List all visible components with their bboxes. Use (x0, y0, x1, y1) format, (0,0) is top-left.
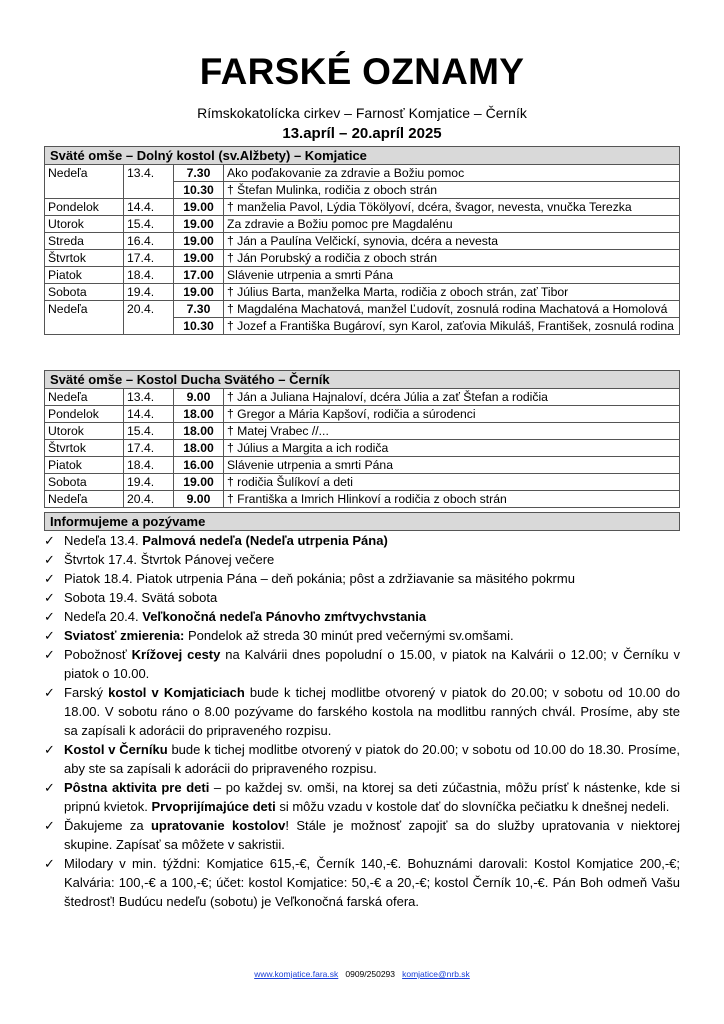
item-text: ! Stále je možnosť zapojiť sa do služby upratovania v niektorej skupine. Zapísať sa môžete v sakristii. (64, 818, 680, 852)
table-row (45, 250, 680, 267)
intention-cell: † Július Barta, manželka Marta, rodičia z oboch strán, zať Tibor (224, 284, 680, 301)
date-cell: 16.4. (124, 233, 174, 250)
time-cell: 19.00 (174, 474, 224, 491)
time-cell: 18.00 (174, 406, 224, 423)
table-row (45, 165, 680, 182)
item-text: bude k tichej modlitbe otvorený v piatok do 20.00; v sobotu od 10.00 do 18.30. Prosíme, aby ste sa zapísali k adorácii do pripraveného rozpisu. (64, 742, 680, 776)
page-title: FARSKÉ OZNAMY (199, 51, 525, 92)
day-cell: Nedeľa (45, 301, 124, 335)
table-row (45, 474, 680, 491)
day-cell: Štvrtok (45, 250, 124, 267)
bold-text: upratovanie kostolov (150, 818, 286, 833)
time-cell: 19.00 (174, 233, 224, 250)
date-cell: 14.4. (124, 199, 174, 216)
page-subtitle: Rímskokatolícka cirkev – Farnosť Komjatice – Černík (197, 105, 527, 121)
time-cell: 9.00 (174, 491, 224, 508)
checkmark-icon: ✓ (44, 780, 55, 795)
item-text: Sobota 19.4. Svätá sobota (64, 590, 218, 605)
day-cell: Utorok (45, 423, 124, 440)
table-row (45, 389, 680, 406)
table-row (45, 216, 680, 233)
table-row (45, 440, 680, 457)
date-cell: 20.4. (124, 301, 174, 335)
day-cell: Sobota (45, 474, 124, 491)
day-cell: Sobota (45, 284, 124, 301)
time-cell: 10.30 (174, 318, 224, 335)
table-row (45, 406, 680, 423)
item-text: Pobožnosť (64, 647, 132, 662)
day-cell: Streda (45, 233, 124, 250)
checkmark-icon: ✓ (44, 647, 55, 662)
bold-text: Pôstna aktivita pre deti (64, 780, 210, 795)
time-cell: 19.00 (174, 216, 224, 233)
date-cell: 18.4. (124, 267, 174, 284)
day-cell: Nedeľa (45, 389, 124, 406)
bold-text: Sviatosť zmierenia: (64, 628, 185, 643)
table-row (45, 457, 680, 474)
footer (44, 968, 680, 980)
intention-cell: † manželia Pavol, Lýdia Tökölyoví, dcéra, švagor, nevesta, vnučka Terezka (224, 199, 680, 216)
checkmark-icon: ✓ (44, 818, 55, 833)
day-cell: Piatok (45, 267, 124, 284)
item-text: bude k tichej modlitbe otvorený v piatok do 20.00; v sobotu od 10.00 do 18.00. V sobotu ráno o 8.00 pozývame do farského kostola na modlitbu ranných chvál. Prosíme, aby ste sa zapísali k adorácii do pripraveného rozpisu. (64, 685, 680, 738)
list-item (44, 607, 680, 626)
item-text: si môžu vzadu v kostole dať do slovníčka pečiatku k dnešnej nedeli. (275, 799, 670, 814)
list-item (44, 588, 680, 607)
intention-cell: † Františka a Imrich Hlinkoví a rodičia z oboch strán (224, 491, 680, 508)
day-cell: Nedeľa (45, 165, 124, 199)
day-cell: Pondelok (45, 199, 124, 216)
list-item (44, 531, 680, 550)
intention-cell: Slávenie utrpenia a smrti Pána (224, 457, 680, 474)
date-range: 13.apríl – 20.apríl 2025 (282, 125, 442, 142)
mass-schedule-komjatice (44, 146, 680, 335)
day-cell: Pondelok (45, 406, 124, 423)
item-text: Štvrtok 17.4. Štvrtok Pánovej večere (64, 552, 275, 567)
table-heading: Sväté omše – Kostol Ducha Svätého – Černík (45, 371, 680, 389)
table-row (45, 301, 680, 318)
date-cell: 14.4. (124, 406, 174, 423)
checkmark-icon: ✓ (44, 552, 55, 567)
intention-cell: Slávenie utrpenia a smrti Pána (224, 267, 680, 284)
time-cell: 9.00 (174, 389, 224, 406)
table-row (45, 284, 680, 301)
list-item (44, 740, 680, 778)
date-cell: 18.4. (124, 457, 174, 474)
info-list (44, 531, 680, 911)
checkmark-icon: ✓ (44, 628, 55, 643)
bold-text: Kostol v Černíku (64, 742, 168, 757)
table-row (45, 267, 680, 284)
table-heading: Sväté omše – Dolný kostol (sv.Alžbety) – Komjatice (45, 147, 680, 165)
date-cell: 20.4. (124, 491, 174, 508)
time-cell: 16.00 (174, 457, 224, 474)
item-text: Milodary v min. týždni: Komjatice 615,-€, Černík 140,-€. Bohuznámi darovali: Kostol Komjatice 200,-€; Kalvária: 100,-€ a 100,-€; účet: kostol Komjatice: 50,-€ a 20,-€; kostol Černík 10,-€. Pán Boh odmeň Vašu štedrosť! Budúcu nedeľu (sobotu) je Veľkonočná farská ofera. (64, 856, 680, 909)
intention-cell: Za zdravie a Božiu pomoc pre Magdalénu (224, 216, 680, 233)
list-item (44, 816, 680, 854)
checkmark-icon: ✓ (44, 856, 55, 871)
time-cell: 19.00 (174, 199, 224, 216)
intention-cell: † Magdaléna Machatová, manžel Ľudovít, zosnulá rodina Machatová a Homolová (224, 301, 680, 318)
bold-text: Krížovej cesty (131, 647, 221, 662)
checkmark-icon: ✓ (44, 609, 55, 624)
list-item (44, 778, 680, 816)
item-text: Ďakujeme za (64, 818, 151, 833)
intention-cell: † Ján a Paulína Velčickí, synovia, dcéra a nevesta (224, 233, 680, 250)
day-cell: Štvrtok (45, 440, 124, 457)
list-item (44, 569, 680, 588)
day-cell: Nedeľa (45, 491, 124, 508)
bold-text: Veľkonočná nedeľa Pánovho zmŕtvychvstania (142, 609, 427, 624)
intention-cell: † rodičia Šulíkoví a deti (224, 474, 680, 491)
item-text: Piatok 18.4. Piatok utrpenia Pána – deň pokánia; pôst a zdržiavanie sa mäsitého pokrmu (64, 571, 575, 586)
intention-cell: † Jozef a Františka Bugároví, syn Karol, zaťovia Mikuláš, František, zosnulá rodina (224, 318, 680, 335)
bold-text: Prvoprijímajúce deti (151, 799, 276, 814)
item-text: Pondelok až streda 30 minút pred večernými sv.omšami. (184, 628, 514, 643)
intention-cell: Ako poďakovanie za zdravie a Božiu pomoc (224, 165, 680, 182)
checkmark-icon: ✓ (44, 590, 55, 605)
email-link[interactable]: komjatice@nrb.sk (402, 969, 470, 979)
bold-text: kostol v Komjaticiach (108, 685, 245, 700)
date-cell: 13.4. (124, 165, 174, 199)
intention-cell: † Ján Porubský a rodičia z oboch strán (224, 250, 680, 267)
item-text: Farský (64, 685, 109, 700)
bold-text: Palmová nedeľa (Nedeľa utrpenia Pána) (142, 533, 388, 548)
time-cell: 10.30 (174, 182, 224, 199)
intention-cell: † Matej Vrabec //... (224, 423, 680, 440)
time-cell: 18.00 (174, 440, 224, 457)
list-item (44, 645, 680, 683)
time-cell: 7.30 (174, 301, 224, 318)
list-item (44, 854, 680, 911)
day-cell: Piatok (45, 457, 124, 474)
checkmark-icon: ✓ (44, 742, 55, 757)
time-cell: 19.00 (174, 284, 224, 301)
info-heading: Informujeme a pozývame (44, 512, 680, 531)
item-text: – po každej sv. omši, na ktorej sa deti zúčastnia, môžu prísť k nástenke, kde si pripnú kvietok. (64, 780, 680, 814)
time-cell: 18.00 (174, 423, 224, 440)
checkmark-icon: ✓ (44, 685, 55, 700)
date-cell: 15.4. (124, 423, 174, 440)
date-cell: 19.4. (124, 474, 174, 491)
intention-cell: † Gregor a Mária Kapšoví, rodičia a súrodenci (224, 406, 680, 423)
list-item (44, 550, 680, 569)
day-cell: Utorok (45, 216, 124, 233)
website-link[interactable]: www.komjatice.fara.sk (254, 969, 339, 979)
date-cell: 19.4. (124, 284, 174, 301)
date-cell: 17.4. (124, 250, 174, 267)
date-cell: 13.4. (124, 389, 174, 406)
phone-number: 0909/250293 (345, 969, 396, 979)
checkmark-icon: ✓ (44, 571, 55, 586)
list-item (44, 626, 680, 645)
time-cell: 17.00 (174, 267, 224, 284)
table-row (45, 233, 680, 250)
list-item (44, 683, 680, 740)
item-text: Nedeľa 13.4. (64, 533, 143, 548)
intention-cell: † Ján a Juliana Hajnaloví, dcéra Júlia a zať Štefan a rodičia (224, 389, 680, 406)
item-text: Nedeľa 20.4. (64, 609, 143, 624)
intention-cell: † Štefan Mulinka, rodičia z oboch strán (224, 182, 680, 199)
table-row (45, 423, 680, 440)
date-cell: 17.4. (124, 440, 174, 457)
intention-cell: † Július a Margita a ich rodiča (224, 440, 680, 457)
time-cell: 19.00 (174, 250, 224, 267)
table-row (45, 199, 680, 216)
time-cell: 7.30 (174, 165, 224, 182)
item-text: na Kalvárii dnes popoludní o 15.00, v piatok na Kalvárii o 12.00; v Černíku v piatok o 10.00. (64, 647, 681, 681)
mass-schedule-cernik (44, 370, 680, 508)
table-row (45, 491, 680, 508)
date-cell: 15.4. (124, 216, 174, 233)
checkmark-icon: ✓ (44, 533, 55, 548)
